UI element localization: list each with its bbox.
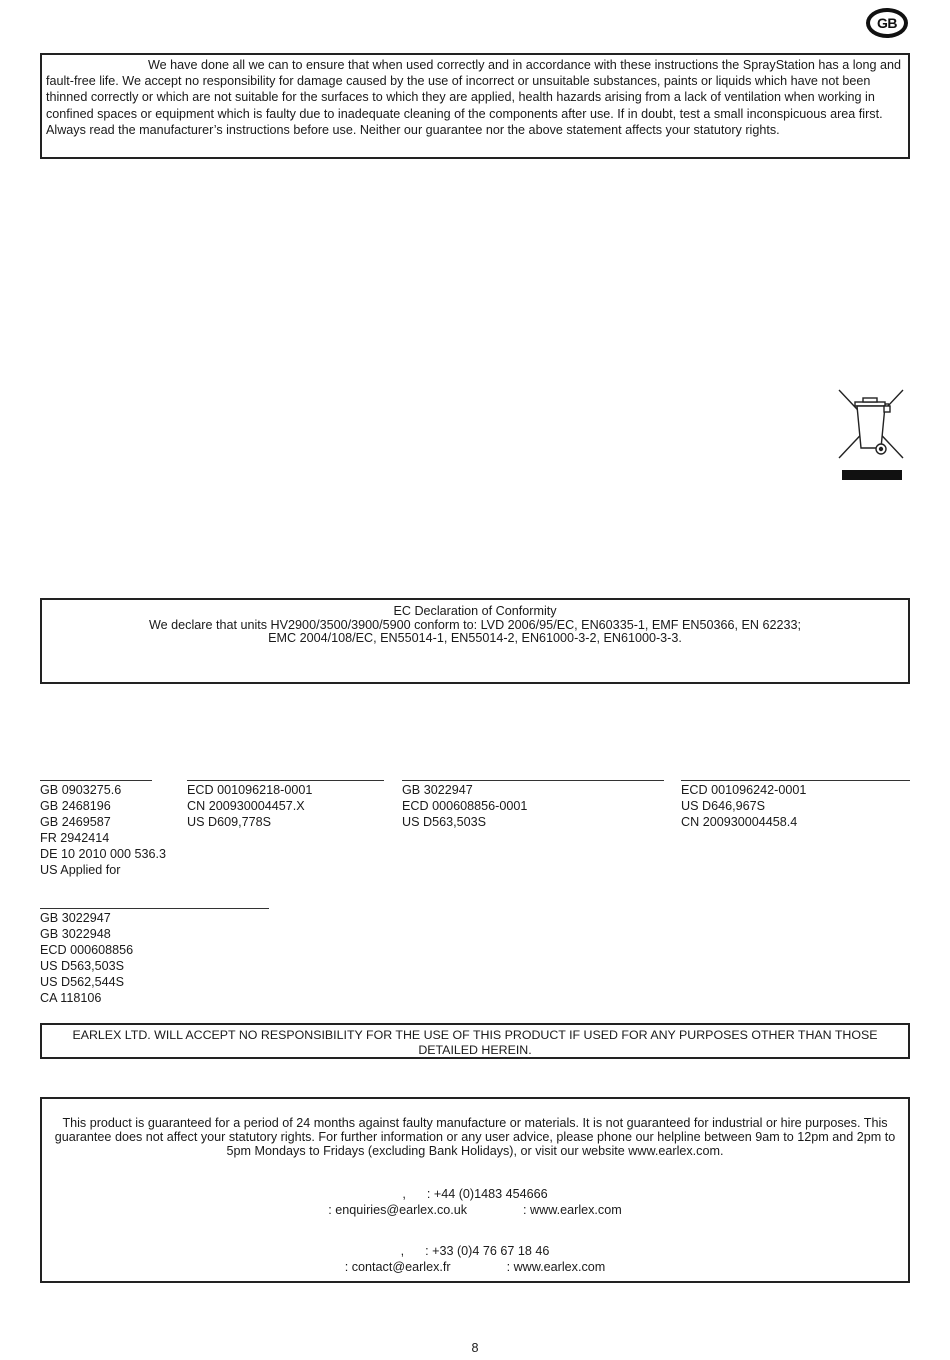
patent-number: GB 3022947: [402, 783, 473, 797]
patent-number: ECD 000608856-0001: [402, 799, 528, 813]
patent-number: GB 2468196: [40, 799, 111, 813]
patent-number: FR 2942414: [40, 831, 110, 845]
ec-declaration-line: EMC 2004/108/EC, EN55014-1, EN55014-2, EN61000-3-2, EN61000-3-3.: [268, 631, 682, 645]
patent-number: US D563,503S: [40, 959, 125, 973]
patent-number: US D562,544S: [40, 975, 125, 989]
uk-contact-email-web: : enquiries@earlex.co.uk : www.earlex.com: [328, 1203, 622, 1217]
patent-list-1: [40, 782, 166, 878]
usage-notice-box: [40, 53, 910, 159]
patent-number: GB 3022948: [40, 927, 111, 941]
usage-notice-lead: We have done all we can to ensure that when used correctly and in accordance with these instructions the SprayStation has a: [148, 58, 850, 72]
patent-rule: [681, 780, 910, 781]
patent-list-4: [681, 782, 806, 830]
patent-list-5: [40, 910, 133, 1006]
ec-declaration-line: We declare that units HV2900/3500/3900/5900 conform to: LVD 2006/95/EC, EN60335-1, EMF EN50366, EN 62233;: [148, 617, 801, 632]
patent-list-3: [402, 782, 527, 830]
patent-number: US D646,967S: [681, 799, 766, 813]
patent-number: GB 0903275.6: [40, 783, 122, 797]
guarantee-box: [40, 1097, 910, 1283]
patent-number: GB 3022947: [40, 911, 111, 925]
usage-notice-body: long and fault-free life. We accept no responsibility for damage caused by the use of incorrect or unsuitable substances, paints or liquids which have not been thinned correctly or which are not suitable for the surfaces to which they are applied, health hazards arising from a lack of ventilation when working in confined spaces or equipment which is faulty due to inadequate cleaning of the components after use. If in doubt, test a small inconspicuous area first. Always read the manufacturer’s instructions before use. Neither our guarantee nor the above statement affects your statutory rights.: [46, 58, 902, 137]
ec-declaration-title: EC Declaration of Conformity: [393, 604, 557, 618]
page-number: 8: [471, 1341, 479, 1355]
patent-number: US D609,778S: [187, 815, 272, 829]
patent-number: CN 200930004458.4: [681, 815, 798, 829]
patent-number: CN 200930004457.X: [187, 799, 305, 813]
patent-rule: [187, 780, 384, 781]
patent-rule: [402, 780, 664, 781]
patent-number: DE 10 2010 000 536.3: [40, 847, 167, 861]
liability-disclaimer-box: [40, 1023, 910, 1059]
ec-declaration-box: [40, 598, 910, 684]
patent-rule: [40, 908, 269, 909]
language-badge-label: GB: [870, 12, 904, 34]
patent-rule: [40, 780, 152, 781]
fr-contact-email-web: : contact@earlex.fr : www.earlex.com: [344, 1260, 606, 1274]
fr-contact-phone: , : +33 (0)4 76 67 18 46: [400, 1244, 550, 1258]
uk-contact-phone: , : +44 (0)1483 454666: [402, 1187, 548, 1201]
disclaimer-line: EARLEX LTD. WILL ACCEPT NO RESPONSIBILITY FOR THE USE OF THIS PRODUCT IF USED FOR ANY PURPOSES OTHER THAN THOSE: [72, 1028, 878, 1042]
patent-number: GB 2469587: [40, 815, 111, 829]
patent-number: ECD 001096242-0001: [681, 783, 807, 797]
patent-list-2: [187, 782, 312, 830]
patent-number: CA 118106: [40, 991, 102, 1005]
patent-number: US D563,503S: [402, 815, 487, 829]
language-badge: [866, 8, 908, 38]
disclaimer-line: DETAILED HEREIN.: [418, 1042, 532, 1057]
patent-number: ECD 000608856: [40, 943, 134, 957]
patent-number: US Applied for: [40, 863, 121, 877]
guarantee-text: This product is guaranteed for a period of 24 months against faulty manufacture or materials. It is not guaranteed for industrial or hire purposes. This guarantee does not affect your statutory rights. For further information or any user advice, please phone our helpline between 9am to 12pm and 2pm to 5pm Mondays to Fridays (excluding Bank Holidays), or visit our website www.earlex.com.: [54, 1116, 896, 1158]
crossed-out-wheelie-bin-icon: [837, 388, 905, 482]
patent-number: ECD 001096218-0001: [187, 783, 313, 797]
